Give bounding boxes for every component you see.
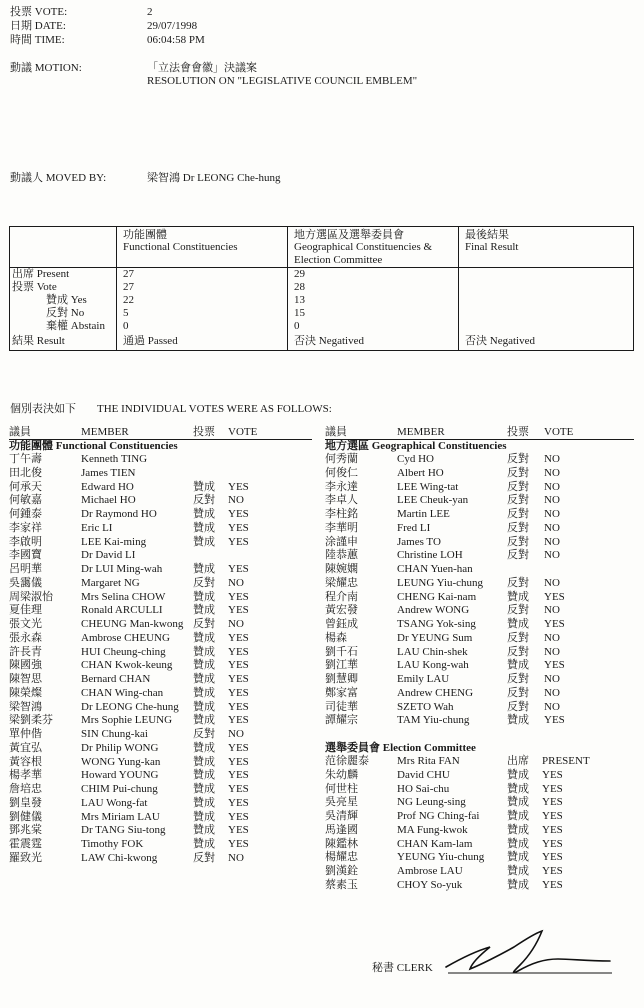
vote-zh: 反對 <box>507 521 529 534</box>
member-name-en: Ambrose LAU <box>397 865 463 877</box>
member-name-en: James TIEN <box>81 466 136 479</box>
right-col-member-en: MEMBER <box>397 426 445 438</box>
vote-en: YES <box>228 796 249 809</box>
vote-zh: 反對 <box>193 494 215 507</box>
vote-zh: 贊成 <box>507 823 529 836</box>
member-name-en: Margaret NG <box>81 576 140 589</box>
vote-zh: 贊成 <box>193 810 215 823</box>
vote-zh: 贊成 <box>507 796 529 809</box>
vote-zh: 贊成 <box>507 659 529 672</box>
member-name-zh: 蔡素玉 <box>325 878 358 891</box>
vote-en: NO <box>544 673 560 685</box>
row-present-label: 出席 Present <box>12 268 70 280</box>
member-name-en: CHENG Kai-nam <box>397 590 477 603</box>
vote-zh: 反對 <box>507 535 529 548</box>
vote-en: YES <box>228 673 249 685</box>
member-name-en: Edward HO <box>81 480 134 493</box>
vote-zh: 贊成 <box>507 865 529 877</box>
member-name-en: Dr David LI <box>81 549 136 562</box>
member-name-en: Dr YEUNG Sum <box>397 631 473 644</box>
time-label: 時間 TIME: <box>10 34 65 46</box>
member-name-zh: 鄭家富 <box>325 686 358 699</box>
member-name-zh: 劉千石 <box>325 645 358 658</box>
row-yes-label: 贊成 Yes <box>46 294 87 306</box>
member-name-en: James TO <box>397 535 441 548</box>
member-name-en: MA Fung-kwok <box>397 823 468 836</box>
vote-zh: 贊成 <box>507 810 529 822</box>
member-name-en: Mrs Selina CHOW <box>81 590 166 603</box>
vote-zh: 贊成 <box>193 686 215 699</box>
member-name-en: LEE Cheuk-yan <box>397 494 469 507</box>
vote-en: YES <box>228 659 249 672</box>
member-name-en: LAU Wong-fat <box>81 796 148 809</box>
vote-number-value: 2 <box>147 6 153 18</box>
member-name-en: WONG Yung-kan <box>81 755 161 768</box>
member-name-zh: 李永達 <box>325 480 358 493</box>
member-name-zh: 霍震霆 <box>9 838 42 850</box>
vote-zh: 贊成 <box>193 521 215 534</box>
member-name-zh: 楊森 <box>325 631 347 644</box>
motion-title-en: RESOLUTION ON "LEGISLATIVE COUNCIL EMBLEM" <box>147 75 418 87</box>
member-name-zh: 馬逢國 <box>325 823 358 836</box>
vote-zh: 贊成 <box>507 851 529 864</box>
member-name-zh: 陳智思 <box>9 673 42 685</box>
vote-en: YES <box>228 535 249 548</box>
row-result-fc: 通過 Passed <box>123 335 178 347</box>
member-name-en: Andrew CHENG <box>397 686 474 699</box>
vote-en: YES <box>228 769 249 782</box>
member-name-en: SIN Chung-kai <box>81 728 148 740</box>
member-name-en: TAM Yiu-chung <box>397 714 470 727</box>
vote-en: NO <box>228 576 244 589</box>
vote-en: NO <box>544 645 560 658</box>
vote-zh: 贊成 <box>507 878 529 891</box>
member-name-zh: 單仲偕 <box>9 728 42 740</box>
member-name-en: LAW Chi-kwong <box>81 851 158 864</box>
vote-en: YES <box>542 796 563 809</box>
member-name-zh: 梁劉柔芬 <box>9 714 53 727</box>
member-name-en: Ronald ARCULLI <box>81 604 163 617</box>
member-name-zh: 陳婉嫻 <box>325 563 358 575</box>
vote-zh: 贊成 <box>193 645 215 658</box>
member-name-zh: 丁午壽 <box>9 453 42 465</box>
vote-en: YES <box>228 604 249 617</box>
member-name-zh: 李家祥 <box>9 521 42 534</box>
member-name-en: Dr Raymond HO <box>81 508 157 520</box>
member-name-en: NG Leung-sing <box>397 796 466 809</box>
final-header-zh: 最後結果 <box>465 229 509 241</box>
clerk-signature <box>440 925 620 985</box>
vote-zh: 贊成 <box>507 782 529 795</box>
vote-en: YES <box>228 810 249 823</box>
vote-zh: 贊成 <box>507 618 529 630</box>
member-name-zh: 李卓人 <box>325 494 358 507</box>
member-name-zh: 黃宏發 <box>325 604 358 617</box>
member-name-zh: 鄧兆棠 <box>9 824 42 837</box>
vote-zh: 贊成 <box>193 824 215 837</box>
member-name-en: HUI Cheung-ching <box>81 645 166 658</box>
right-col-member-zh: 議員 <box>325 426 347 438</box>
vote-zh: 贊成 <box>507 768 529 781</box>
vote-zh: 反對 <box>507 576 529 589</box>
vote-en: YES <box>542 810 563 822</box>
row-vote-fc: 27 <box>123 281 134 293</box>
vote-en: YES <box>228 631 249 644</box>
member-name-zh: 何承天 <box>9 480 42 493</box>
vote-en: NO <box>544 494 560 507</box>
row-no-fc: 5 <box>123 307 129 319</box>
row-vote-gc: 28 <box>294 281 305 293</box>
member-name-en: Dr LEONG Che-hung <box>81 700 179 713</box>
vote-zh: 贊成 <box>507 714 529 727</box>
member-name-zh: 朱幼麟 <box>325 768 358 781</box>
member-name-zh: 何世柱 <box>325 782 358 795</box>
gc-header-zh: 地方選區及選舉委員會 <box>294 229 404 241</box>
member-name-zh: 曾鈺成 <box>325 618 358 630</box>
clerk-label: 秘書 CLERK <box>372 962 433 974</box>
right-col-vote-zh: 投票 <box>507 426 529 438</box>
member-name-en: CHEUNG Man-kwong <box>81 618 184 630</box>
gc-header-en-2: Election Committee <box>294 254 383 266</box>
time-value: 06:04:58 PM <box>147 34 205 46</box>
member-name-zh: 吳亮星 <box>325 796 358 809</box>
vote-zh: 反對 <box>193 618 215 630</box>
member-name-zh: 陳國強 <box>9 659 42 672</box>
ec-section-heading: 選舉委員會 Election Committee <box>325 742 476 754</box>
member-name-zh: 何俊仁 <box>325 466 358 479</box>
member-name-en: Prof NG Ching-fai <box>397 810 480 822</box>
vote-en: YES <box>228 824 249 837</box>
member-name-zh: 許長青 <box>9 645 42 658</box>
member-name-en: CHAN Wing-chan <box>81 686 164 699</box>
vote-en: YES <box>544 590 565 603</box>
vote-zh: 贊成 <box>193 604 215 617</box>
member-name-zh: 楊孝華 <box>9 769 42 782</box>
vote-en: YES <box>542 768 563 781</box>
row-present-fc: 27 <box>123 268 134 280</box>
row-result-gc: 否決 Negatived <box>294 335 364 347</box>
member-name-en: Howard YOUNG <box>81 769 159 782</box>
vote-zh: 反對 <box>193 728 215 740</box>
left-col-member-en: MEMBER <box>81 426 129 438</box>
member-name-en: CHAN Kwok-keung <box>81 659 173 672</box>
vote-zh: 贊成 <box>193 673 215 685</box>
vote-en: YES <box>228 563 249 575</box>
member-name-zh: 夏佳理 <box>9 604 42 617</box>
member-name-en: Mrs Rita FAN <box>397 755 460 767</box>
member-name-zh: 吳清輝 <box>325 810 358 822</box>
fc-section-heading: 功能團體 Functional Constituencies <box>9 440 178 452</box>
member-name-en: Albert HO <box>397 466 444 479</box>
vote-en: NO <box>544 549 560 562</box>
vote-en: NO <box>544 535 560 548</box>
vote-zh: 贊成 <box>193 631 215 644</box>
vote-en: NO <box>228 851 244 864</box>
vote-en: YES <box>542 851 563 864</box>
vote-en: YES <box>542 782 563 795</box>
vote-zh: 反對 <box>507 466 529 479</box>
member-name-zh: 范徐麗泰 <box>325 755 369 767</box>
member-name-en: Mrs Miriam LAU <box>81 810 160 823</box>
vote-zh: 反對 <box>507 549 529 562</box>
row-vote-label: 投票 Vote <box>12 281 57 293</box>
vote-en: YES <box>228 741 249 754</box>
member-name-zh: 何鍾泰 <box>9 508 42 520</box>
member-name-zh: 劉健儀 <box>9 810 42 823</box>
row-result-final: 否決 Negatived <box>465 335 535 347</box>
motion-label: 動議 MOTION: <box>10 62 82 74</box>
vote-en: YES <box>228 783 249 795</box>
moved-by-value: 梁智鴻 Dr LEONG Che-hung <box>147 172 281 184</box>
row-abstain-gc: 0 <box>294 320 300 332</box>
vote-en: YES <box>228 755 249 768</box>
vote-zh: 贊成 <box>193 508 215 520</box>
member-name-en: TSANG Yok-sing <box>397 618 476 630</box>
vote-zh: 贊成 <box>193 838 215 850</box>
vote-en: NO <box>544 508 560 520</box>
vote-zh: 贊成 <box>193 714 215 727</box>
vote-en: NO <box>544 466 560 479</box>
vote-zh: 出席 <box>507 755 529 767</box>
member-name-en: SZETO Wah <box>397 700 454 713</box>
vote-en: YES <box>542 823 563 836</box>
vote-en: YES <box>544 618 565 630</box>
member-name-en: Cyd HO <box>397 453 434 465</box>
date-label: 日期 DATE: <box>10 20 66 32</box>
vote-en: NO <box>228 728 244 740</box>
vote-zh: 贊成 <box>193 769 215 782</box>
vote-zh: 反對 <box>507 494 529 507</box>
vote-en: NO <box>544 453 560 465</box>
member-name-zh: 梁耀忠 <box>325 576 358 589</box>
member-name-en: Dr Philip WONG <box>81 741 159 754</box>
member-name-zh: 劉慧卿 <box>325 673 358 685</box>
member-name-en: CHAN Yuen-han <box>397 563 473 575</box>
member-name-zh: 劉漢銓 <box>325 865 358 877</box>
vote-zh: 反對 <box>507 645 529 658</box>
vote-en: NO <box>544 604 560 617</box>
vote-en: NO <box>544 700 560 713</box>
vote-zh: 反對 <box>507 673 529 685</box>
vote-en: YES <box>228 700 249 713</box>
vote-en: YES <box>228 508 249 520</box>
vote-en: NO <box>544 521 560 534</box>
vote-en: YES <box>544 714 565 727</box>
member-name-zh: 涂謹申 <box>325 535 358 548</box>
member-name-zh: 黃容根 <box>9 755 42 768</box>
member-name-en: Fred LI <box>397 521 431 534</box>
member-name-zh: 吳靄儀 <box>9 576 42 589</box>
moved-by-label: 動議人 MOVED BY: <box>10 172 107 184</box>
row-no-label: 反對 No <box>46 307 85 319</box>
vote-zh: 反對 <box>507 453 529 465</box>
vote-zh: 贊成 <box>193 796 215 809</box>
member-name-en: Michael HO <box>81 494 136 507</box>
member-name-zh: 楊耀忠 <box>325 851 358 864</box>
member-name-en: CHAN Kam-lam <box>397 837 473 850</box>
member-name-zh: 黃宜弘 <box>9 741 42 754</box>
member-name-zh: 李國寶 <box>9 549 42 562</box>
member-name-en: CHIM Pui-chung <box>81 783 158 795</box>
member-name-en: Bernard CHAN <box>81 673 151 685</box>
vote-en: YES <box>228 480 249 493</box>
vote-en: YES <box>542 878 563 891</box>
member-name-en: Timothy FOK <box>81 838 144 850</box>
motion-title-zh: 「立法會會徽」決議案 <box>147 62 257 74</box>
vote-zh: 贊成 <box>193 741 215 754</box>
vote-zh: 贊成 <box>193 659 215 672</box>
vote-zh: 反對 <box>507 631 529 644</box>
vote-en: NO <box>544 576 560 589</box>
vote-zh: 反對 <box>507 604 529 617</box>
member-name-en: YEUNG Yiu-chung <box>397 851 485 864</box>
vote-zh: 反對 <box>193 576 215 589</box>
member-name-zh: 司徒華 <box>325 700 358 713</box>
vote-en: YES <box>228 714 249 727</box>
member-name-zh: 詹培忠 <box>9 783 42 795</box>
vote-zh: 贊成 <box>193 563 215 575</box>
vote-en: YES <box>228 645 249 658</box>
vote-zh: 反對 <box>507 480 529 493</box>
member-name-zh: 張永森 <box>9 631 42 644</box>
vote-zh: 反對 <box>507 700 529 713</box>
member-name-en: LAU Chin-shek <box>397 645 468 658</box>
vote-en: NO <box>228 618 244 630</box>
vote-number-label: 投票 VOTE: <box>10 6 68 18</box>
left-col-vote-zh: 投票 <box>193 426 215 438</box>
vote-zh: 反對 <box>193 851 215 864</box>
member-name-zh: 陸恭蕙 <box>325 549 358 562</box>
member-name-zh: 李柱銘 <box>325 508 358 520</box>
vote-zh: 贊成 <box>193 590 215 603</box>
member-name-zh: 田北俊 <box>9 466 42 479</box>
member-name-zh: 呂明華 <box>9 563 42 575</box>
member-name-zh: 李啟明 <box>9 535 42 548</box>
gc-section-heading: 地方選區 Geographical Constituencies <box>325 440 507 452</box>
member-name-en: LEE Kai-ming <box>81 535 147 548</box>
right-col-vote-en: VOTE <box>544 426 574 438</box>
left-col-vote-en: VOTE <box>228 426 258 438</box>
member-name-zh: 何敏嘉 <box>9 494 42 507</box>
row-result-label: 結果 Result <box>12 335 65 347</box>
summary-table <box>9 226 634 351</box>
vote-zh: 贊成 <box>507 837 529 850</box>
member-name-en: LEE Wing-tat <box>397 480 459 493</box>
vote-en: YES <box>228 838 249 850</box>
member-name-en: Eric LI <box>81 521 113 534</box>
member-name-en: Andrew WONG <box>397 604 470 617</box>
row-present-gc: 29 <box>294 268 305 280</box>
vote-en: YES <box>542 865 563 877</box>
member-name-zh: 羅致光 <box>9 851 42 864</box>
member-name-en: Dr LUI Ming-wah <box>81 563 163 575</box>
member-name-zh: 陳榮燦 <box>9 686 42 699</box>
member-name-zh: 張文光 <box>9 618 42 630</box>
date-value: 29/07/1998 <box>147 20 198 32</box>
row-yes-fc: 22 <box>123 294 134 306</box>
member-name-en: Mrs Sophie LEUNG <box>81 714 173 727</box>
member-name-en: Emily LAU <box>397 673 450 685</box>
member-name-en: Christine LOH <box>397 549 463 562</box>
member-name-en: Martin LEE <box>397 508 450 520</box>
member-name-zh: 周梁淑怡 <box>9 590 53 603</box>
member-name-zh: 陳鑑林 <box>325 837 358 850</box>
fc-header-zh: 功能團體 <box>123 229 167 241</box>
individual-intro-en: THE INDIVIDUAL VOTES WERE AS FOLLOWS: <box>97 403 332 415</box>
row-yes-gc: 13 <box>294 294 305 306</box>
vote-en: YES <box>228 521 249 534</box>
vote-zh: 贊成 <box>507 590 529 603</box>
vote-en: PRESENT <box>542 755 590 767</box>
row-abstain-fc: 0 <box>123 320 129 332</box>
left-col-member-zh: 議員 <box>9 426 31 438</box>
row-abstain-label: 棄權 Abstain <box>46 320 105 332</box>
vote-en: YES <box>544 659 565 672</box>
final-header-en: Final Result <box>465 241 519 253</box>
member-name-en: LAU Kong-wah <box>397 659 469 672</box>
vote-zh: 贊成 <box>193 783 215 795</box>
member-name-en: Ambrose CHEUNG <box>81 631 170 644</box>
vote-zh: 贊成 <box>193 480 215 493</box>
member-name-en: Kenneth TING <box>81 453 148 465</box>
member-name-zh: 譚耀宗 <box>325 714 358 727</box>
vote-en: NO <box>544 480 560 493</box>
gc-header-en-1: Geographical Constituencies & <box>294 241 433 253</box>
member-name-en: David CHU <box>397 768 450 781</box>
member-name-zh: 劉皇發 <box>9 796 42 809</box>
member-name-zh: 程介南 <box>325 590 358 603</box>
member-name-en: HO Sai-chu <box>397 782 450 795</box>
vote-zh: 反對 <box>507 686 529 699</box>
individual-intro-zh: 個別表決如下 <box>10 403 76 415</box>
member-name-zh: 何秀蘭 <box>325 453 358 465</box>
member-name-zh: 劉江華 <box>325 659 358 672</box>
vote-en: NO <box>228 494 244 507</box>
vote-zh: 反對 <box>507 508 529 520</box>
member-name-en: CHOY So-yuk <box>397 878 463 891</box>
vote-en: NO <box>544 686 560 699</box>
vote-en: NO <box>544 631 560 644</box>
vote-zh: 贊成 <box>193 535 215 548</box>
vote-en: YES <box>542 837 563 850</box>
vote-zh: 贊成 <box>193 700 215 713</box>
vote-en: YES <box>228 686 249 699</box>
row-no-gc: 15 <box>294 307 305 319</box>
vote-zh: 贊成 <box>193 755 215 768</box>
member-name-en: LEUNG Yiu-chung <box>397 576 484 589</box>
fc-header-en: Functional Constituencies <box>123 241 238 253</box>
member-name-zh: 李華明 <box>325 521 358 534</box>
member-name-en: Dr TANG Siu-tong <box>81 824 166 837</box>
member-name-zh: 梁智鴻 <box>9 700 42 713</box>
vote-en: YES <box>228 590 249 603</box>
